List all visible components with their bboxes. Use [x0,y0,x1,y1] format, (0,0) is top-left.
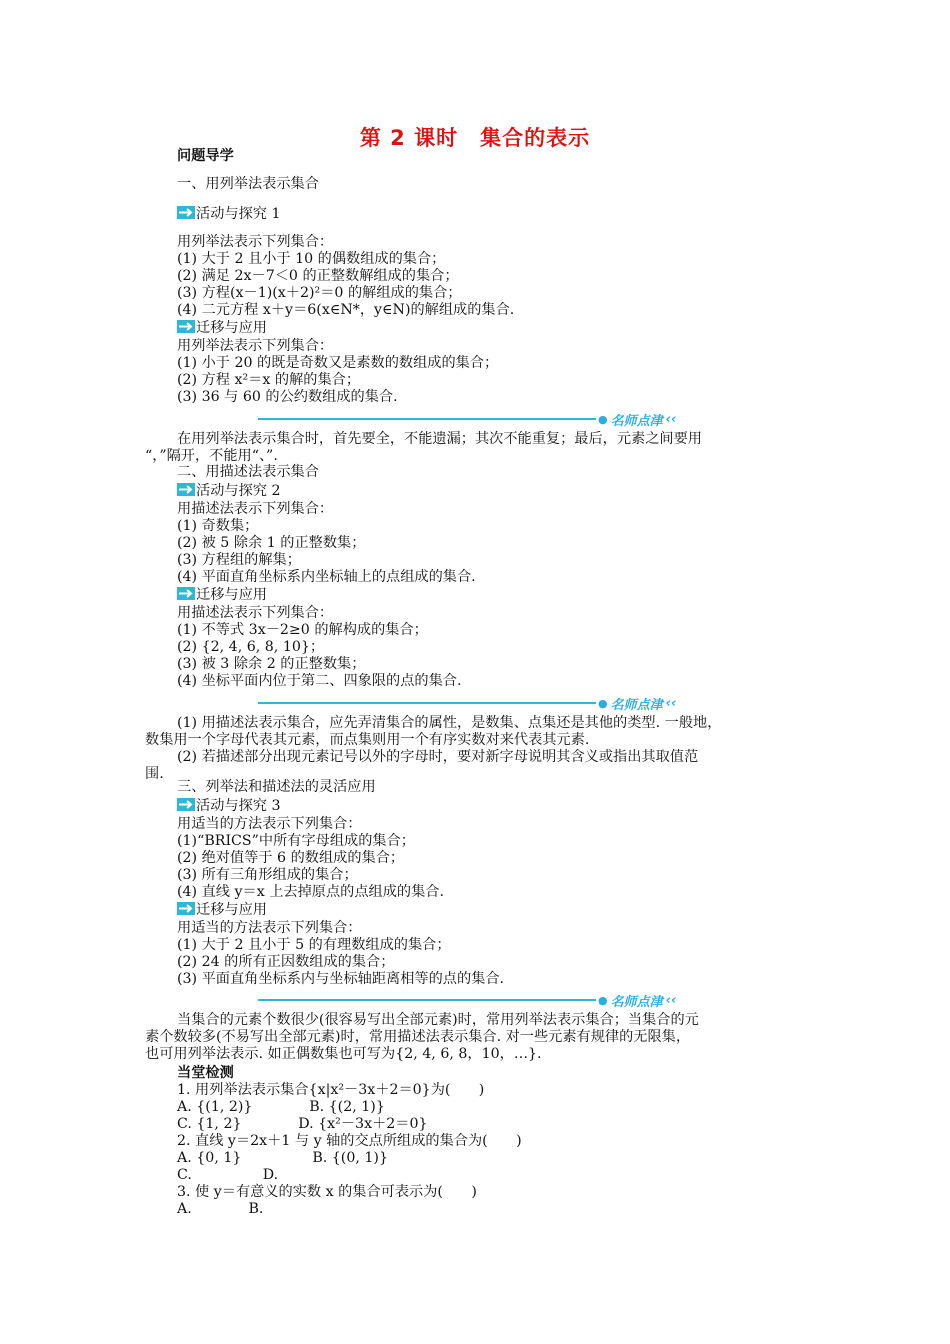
s1-item2-1: (1) 小于 20 的既是奇数又是素数的数组成的集合； [177,355,499,371]
s1-item2-2: (2) 方程 x²＝x 的解的集合； [177,372,361,388]
s3-item2-3: (3) 平面直角坐标系内与坐标轴距离相等的点的集合. [177,971,505,987]
s1-item-3: (3) 方程(x－1)(x＋2)²＝0 的解组成的集合； [177,285,462,301]
tip-divider [258,990,698,1010]
s3-item-1: (1)“BRICS”中所有字母组成的集合； [177,833,415,849]
check-heading: 当堂检测 [177,1065,234,1081]
s2-note1-line2: 数集用一个字母代表其元素，而点集则用一个有序实数对来代表其元素. [145,732,590,748]
s2-intro: 用描述法表示下列集合： [177,501,334,517]
s1-item-4: (4) 二元方程 x＋y＝6(x∈N*，y∈N)的解组成的集合. [177,302,515,318]
activity1-label: 活动与探究 1 [177,206,280,223]
transfer2-label: 迁移与应用 [177,587,267,604]
tip-divider [258,693,698,713]
check-line-8: A. B. [177,1201,264,1217]
check-line-7: 3. 使 y＝有意义的实数 x 的集合可表示为( ) [177,1184,477,1200]
s1-item-1: (1) 大于 2 且小于 10 的偶数组成的集合； [177,251,446,267]
s2-note1-line1: (1) 用描述法表示集合，应先弄清集合的属性，是数集、点集还是其他的类型. 一般地， [177,715,722,731]
tip-badge: ● 名师点津 ‹‹ [598,411,677,429]
s3-item-4: (4) 直线 y＝x 上去掉原点的点组成的集合. [177,884,444,900]
arrow-icon [177,902,195,915]
tip-badge: ● 名师点津 ‹‹ [598,695,677,713]
s2-item-1: (1) 奇数集； [177,518,259,534]
s3-item2-1: (1) 大于 2 且小于 5 的有理数组成的集合； [177,937,451,953]
s3-note-line1: 当集合的元素个数很少(很容易写出全部元素)时，常用列举法表示集合；当集合的元 [177,1012,699,1028]
s2-item2-3: (3) 被 3 除余 2 的正整数集； [177,656,366,672]
check-line-4: 2. 直线 y＝2x＋1 与 y 轴的交点所组成的集合为( ) [177,1133,522,1149]
guide-heading: 问题导学 [177,148,234,164]
s1-note-line2: “，”隔开，不能用“、”. [145,448,278,464]
s1-intro: 用列举法表示下列集合： [177,234,334,250]
section1-heading: 一、用列举法表示集合 [177,176,319,192]
transfer1-label: 迁移与应用 [177,320,267,337]
s2-item2-4: (4) 坐标平面内位于第二、四象限的点的集合. [177,673,462,689]
activity2-label: 活动与探究 2 [177,483,280,500]
s1-item-2: (2) 满足 2x－7＜0 的正整数解组成的集合； [177,268,459,284]
section3-heading: 三、列举法和描述法的灵活应用 [177,779,376,795]
s2-item-3: (3) 方程组的解集； [177,552,301,568]
tip-badge: ● 名师点津 ‹‹ [598,992,677,1010]
transfer3-label: 迁移与应用 [177,902,267,919]
s3-intro2: 用适当的方法表示下列集合： [177,920,362,936]
s2-note2-line2: 围. [145,766,164,782]
s2-intro2: 用描述法表示下列集合： [177,605,334,621]
s3-item-3: (3) 所有三角形组成的集合； [177,867,358,883]
s2-item2-2: (2) {2, 4, 6, 8, 10}； [177,639,325,655]
s3-note-line3: 也可用列举法表示. 如正偶数集也可写为{2, 4, 6, 8，10，…}. [145,1046,542,1062]
arrow-icon [177,587,195,600]
check-line-2: A. {(1, 2)} B. {(2, 1)} [177,1099,385,1115]
s2-item-4: (4) 平面直角坐标系内坐标轴上的点组成的集合. [177,569,476,585]
s3-item2-2: (2) 24 的所有正因数组成的集合； [177,954,395,970]
s3-item-2: (2) 绝对值等于 6 的数组成的集合； [177,850,405,866]
s2-item-2: (2) 被 5 除余 1 的正整数集； [177,535,366,551]
s1-intro2: 用列举法表示下列集合： [177,338,334,354]
arrow-icon [177,320,195,333]
section2-heading: 二、用描述法表示集合 [177,464,319,480]
check-line-6: C. D. [177,1167,279,1183]
s1-note-line1: 在用列举法表示集合时，首先要全，不能遗漏；其次不能重复；最后，元素之间要用 [177,431,702,447]
s3-intro: 用适当的方法表示下列集合： [177,816,362,832]
s2-note2-line1: (2) 若描述部分出现元素记号以外的字母时，要对新字母说明其含义或指出其取值范 [177,749,699,765]
s3-note-line2: 素个数较多(不易写出全部元素)时，常用描述法表示集合. 对一些元素有规律的无限集， [145,1029,691,1045]
activity3-label: 活动与探究 3 [177,798,280,815]
s1-item2-3: (3) 36 与 60 的公约数组成的集合. [177,389,398,405]
check-line-3: C. {1, 2} D. {x²－3x＋2＝0} [177,1116,428,1132]
arrow-icon [177,483,195,496]
check-line-5: A. {0, 1} B. {(0, 1)} [177,1150,388,1166]
s2-item2-1: (1) 不等式 3x－2≥0 的解构成的集合； [177,622,428,638]
page-title: 第 2 课时 集合的表示 [359,126,591,150]
check-line-1: 1. 用列举法表示集合{x|x²－3x＋2＝0}为( ) [177,1082,485,1098]
arrow-icon [177,206,195,219]
arrow-icon [177,798,195,811]
tip-divider [258,409,698,429]
